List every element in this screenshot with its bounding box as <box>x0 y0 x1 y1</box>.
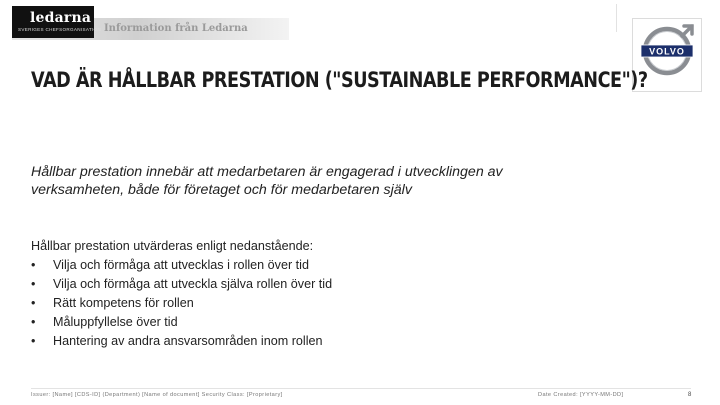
logo-tagline: SVERIGES CHEFSORGANISATION <box>18 27 102 32</box>
footer-divider <box>31 388 691 389</box>
logo-name: ledarna <box>30 10 92 26</box>
list-item <box>31 332 591 351</box>
slide-title: VAD ÄR HÅLLBAR PRESTATION ("SUSTAINABLE PERFORMANCE")? <box>31 68 648 93</box>
intro-paragraph: Hållbar prestation innebär att medarbetaren är engagerad i utvecklingen av verksamheten, både för företaget och för medarbetaren själv <box>31 164 503 198</box>
list-heading: Hållbar prestation utvärderas enligt nedanstående: <box>31 239 314 253</box>
list-item-text: Vilja och förmåga att utveckla själva rollen över tid <box>53 277 333 291</box>
list-item-text: Måluppfyllelse över tid <box>53 315 178 329</box>
bullet-icon: • <box>31 315 36 329</box>
footer-date: Date Created: [YYYY-MM-DD] <box>538 392 624 398</box>
list-item <box>31 256 591 275</box>
bullet-icon: • <box>31 258 36 272</box>
bullet-icon: • <box>31 277 36 291</box>
footer-issuer: Issuer: [Name] [CDS-ID] (Department) [Name of document] Security Class: [Proprietary] <box>31 392 283 398</box>
list-item <box>31 275 591 294</box>
volvo-wordmark: VOLVO <box>649 46 685 57</box>
banner-text: Information från Ledarna <box>104 23 248 34</box>
criteria-section <box>31 237 591 351</box>
list-item-text: Rätt kompetens för rollen <box>53 296 194 310</box>
ledarna-logo <box>12 6 102 38</box>
list-item-text: Vilja och förmåga att utvecklas i rollen över tid <box>53 258 309 272</box>
list-item <box>31 294 591 313</box>
list-item-text: Hantering av andra ansvarsområden inom rollen <box>53 334 323 348</box>
header-divider <box>616 4 617 32</box>
criteria-list <box>31 256 591 351</box>
page-number: 8 <box>688 392 692 398</box>
bullet-icon: • <box>31 334 36 348</box>
bullet-icon: • <box>31 296 36 310</box>
list-item <box>31 313 591 332</box>
